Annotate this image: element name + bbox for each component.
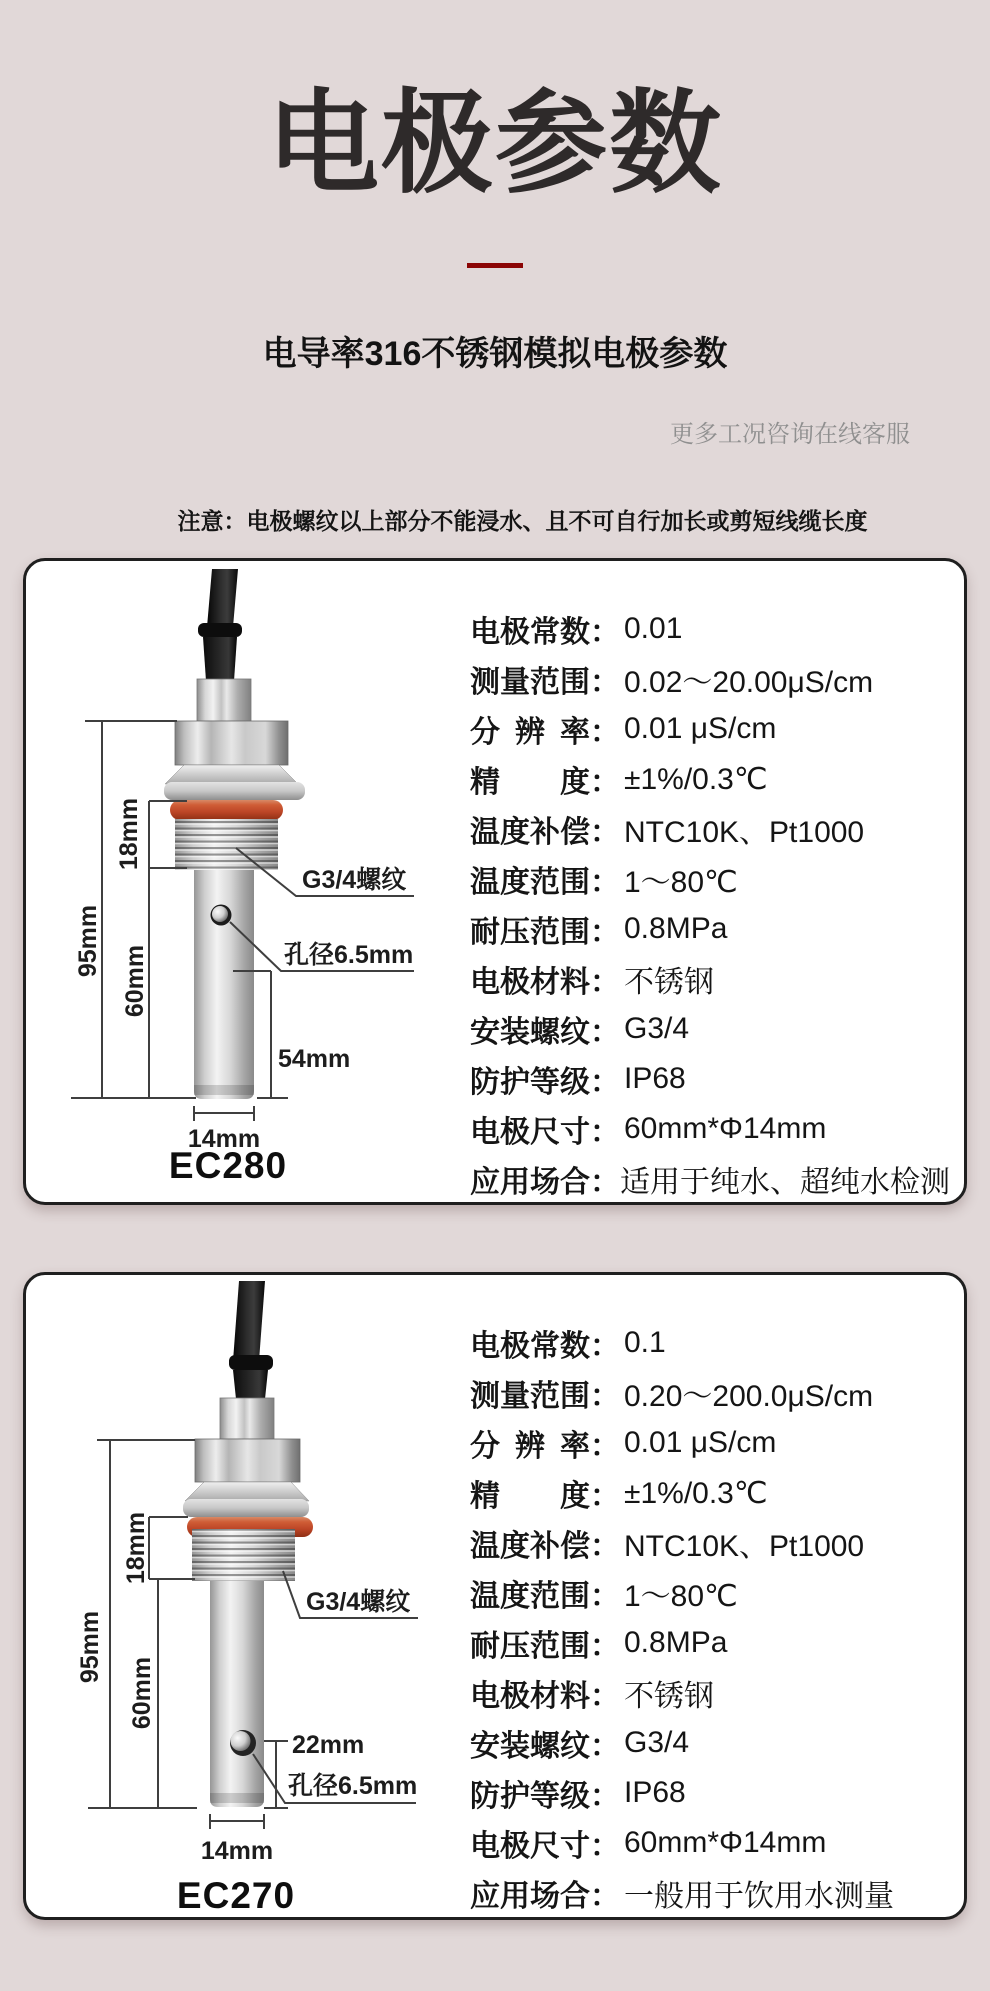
cable-boot [233,1370,268,1399]
dim-diameter: 14mm [187,1125,261,1153]
spec-row [470,1818,950,1868]
cable [207,569,238,627]
spec-row [470,854,950,904]
shaft [210,1581,264,1807]
spec-label: 测量范围： [470,1380,620,1413]
spec-row [470,1104,950,1154]
spec-value: G3/4 [624,1012,690,1045]
spec-value: 0.01 μS/cm [624,712,777,745]
spec-row [470,804,950,854]
spec-label: 防护等级： [470,1780,620,1813]
spec-label: 精 度： [470,1480,620,1513]
spec-row [470,1618,950,1668]
spec-value: IP68 [624,1062,686,1095]
spec-label: 电极常数： [470,616,620,649]
spec-row [470,1054,950,1104]
cable-boot-flare [229,1355,273,1370]
spec-value: 0.20～200.0μS/cm [624,1380,874,1413]
dim-total-height: 95mm [76,1610,104,1684]
spec-value: 0.8MPa [624,1626,728,1659]
thread-ridges [192,1529,295,1581]
hex-nut [175,721,288,765]
spec-value: 不锈钢 [624,966,714,999]
spec-row [470,954,950,1004]
flange-cone [185,1482,309,1501]
dim-shaft-length: 60mm [121,944,149,1018]
spec-row [470,1468,950,1518]
dim-hole-to-tip: 54mm [278,1045,351,1073]
spec-row [470,1518,950,1568]
label-hole-size: 孔径6.5mm [288,1772,418,1800]
o-ring [170,800,283,820]
thread-ridges [175,819,278,870]
cable [233,1281,265,1361]
flange-disc [164,782,305,800]
spec-label: 电极尺寸： [470,1830,620,1863]
spec-value: 不锈钢 [624,1680,714,1713]
spec-value: 60mm*Φ14mm [624,1826,827,1859]
page-title: 电极参数 [267,81,723,206]
flange-disc [183,1499,309,1517]
model-name: EC270 [176,1875,296,1916]
spec-label: 安装螺纹： [470,1730,620,1763]
spec-value: NTC10K、Pt1000 [624,816,865,849]
spec-label: 电极材料： [470,966,620,999]
model-name: EC280 [168,1145,288,1186]
spec-value: ±1%/0.3℃ [624,1476,768,1510]
spec-label: 分 辨 率： [470,1430,620,1463]
subtitle: 电导率316不锈钢模拟电极参数 [262,335,728,373]
spec-label: 耐压范围： [470,916,620,949]
spec-value: 0.1 [624,1326,666,1359]
spec-row [470,1318,950,1368]
shaft-tip-shade [210,1793,264,1803]
spec-label: 耐压范围： [470,1630,620,1663]
spec-value: 0.02～20.00μS/cm [624,666,874,699]
spec-row [470,1418,950,1468]
spec-row [470,654,950,704]
spec-row [470,1668,950,1718]
spec-value: 0.01 [624,612,683,645]
dim-total-height: 95mm [74,904,102,978]
vent-hole-ball [231,1731,251,1751]
spec-row [470,604,950,654]
spec-label: 电极尺寸： [470,1116,620,1149]
label-thread-type: G3/4螺纹 [302,866,407,894]
dim-thread-section: 18mm [115,797,143,871]
title-divider [467,263,523,268]
spec-row [470,1768,950,1818]
electrode-illustration [183,1281,313,1807]
dim-shaft-length: 60mm [128,1656,156,1730]
spec-row [470,704,950,754]
spec-label: 分 辨 率： [470,716,620,749]
hex-nut [195,1439,300,1482]
spec-value: IP68 [624,1776,686,1809]
label-hole-size: 孔径6.5mm [284,941,414,969]
spec-label: 电极常数： [470,1330,620,1363]
customer-service-note: 更多工况咨询在线客服 [670,421,910,448]
spec-row [470,904,950,954]
spec-value: ±1%/0.3℃ [624,762,768,796]
spec-label: 防护等级： [470,1066,620,1099]
spec-row [470,754,950,804]
product-card-ec280 [23,558,967,1205]
spec-label: 温度范围： [470,866,620,899]
dim-diameter: 14mm [200,1837,274,1865]
spec-value: G3/4 [624,1726,690,1759]
spec-label: 温度补偿： [470,1530,620,1563]
spec-row [470,1718,950,1768]
spec-label: 温度补偿： [470,816,620,849]
electrode-diagram-ec270 [26,1275,446,1917]
spec-value: 0.8MPa [624,912,728,945]
electrode-illustration [164,569,305,1099]
electrode-diagram-ec280 [26,561,446,1202]
spec-row [470,1154,950,1204]
spec-value: 1～80℃ [624,866,738,899]
dim-hole-to-tip: 22mm [292,1731,365,1759]
label-thread-type: G3/4螺纹 [306,1588,411,1616]
cable-boot [203,637,237,681]
shaft-tip-shade [194,1085,254,1095]
spec-list [470,604,950,1204]
spec-label: 应用场合： [470,1166,620,1199]
spec-value: 一般用于饮用水测量 [624,1880,894,1913]
spec-value: 适用于纯水、超纯水检测 [620,1166,950,1199]
upper-hex [220,1398,274,1439]
spec-label: 电极材料： [470,1680,620,1713]
dim-thread-section: 18mm [122,1511,150,1585]
spec-value: NTC10K、Pt1000 [624,1530,865,1563]
spec-row [470,1568,950,1618]
spec-row [470,1368,950,1418]
vent-hole-ball [212,906,228,922]
spec-value: 60mm*Φ14mm [624,1112,827,1145]
notice-text: 注意：电极螺纹以上部分不能浸水、且不可自行加长或剪短线缆长度 [177,508,868,534]
spec-value: 0.01 μS/cm [624,1426,777,1459]
spec-value: 1～80℃ [624,1580,738,1613]
shaft [194,870,254,1099]
spec-row [470,1868,950,1918]
spec-label: 应用场合： [470,1880,620,1913]
spec-label: 安装螺纹： [470,1016,620,1049]
spec-label: 测量范围： [470,666,620,699]
spec-list [470,1318,950,1918]
spec-label: 精 度： [470,766,620,799]
cable-boot-flare [198,623,242,637]
spec-label: 温度范围： [470,1580,620,1613]
product-card-ec270 [23,1272,967,1920]
upper-hex [197,679,251,721]
flange-cone [165,765,298,784]
spec-row [470,1004,950,1054]
